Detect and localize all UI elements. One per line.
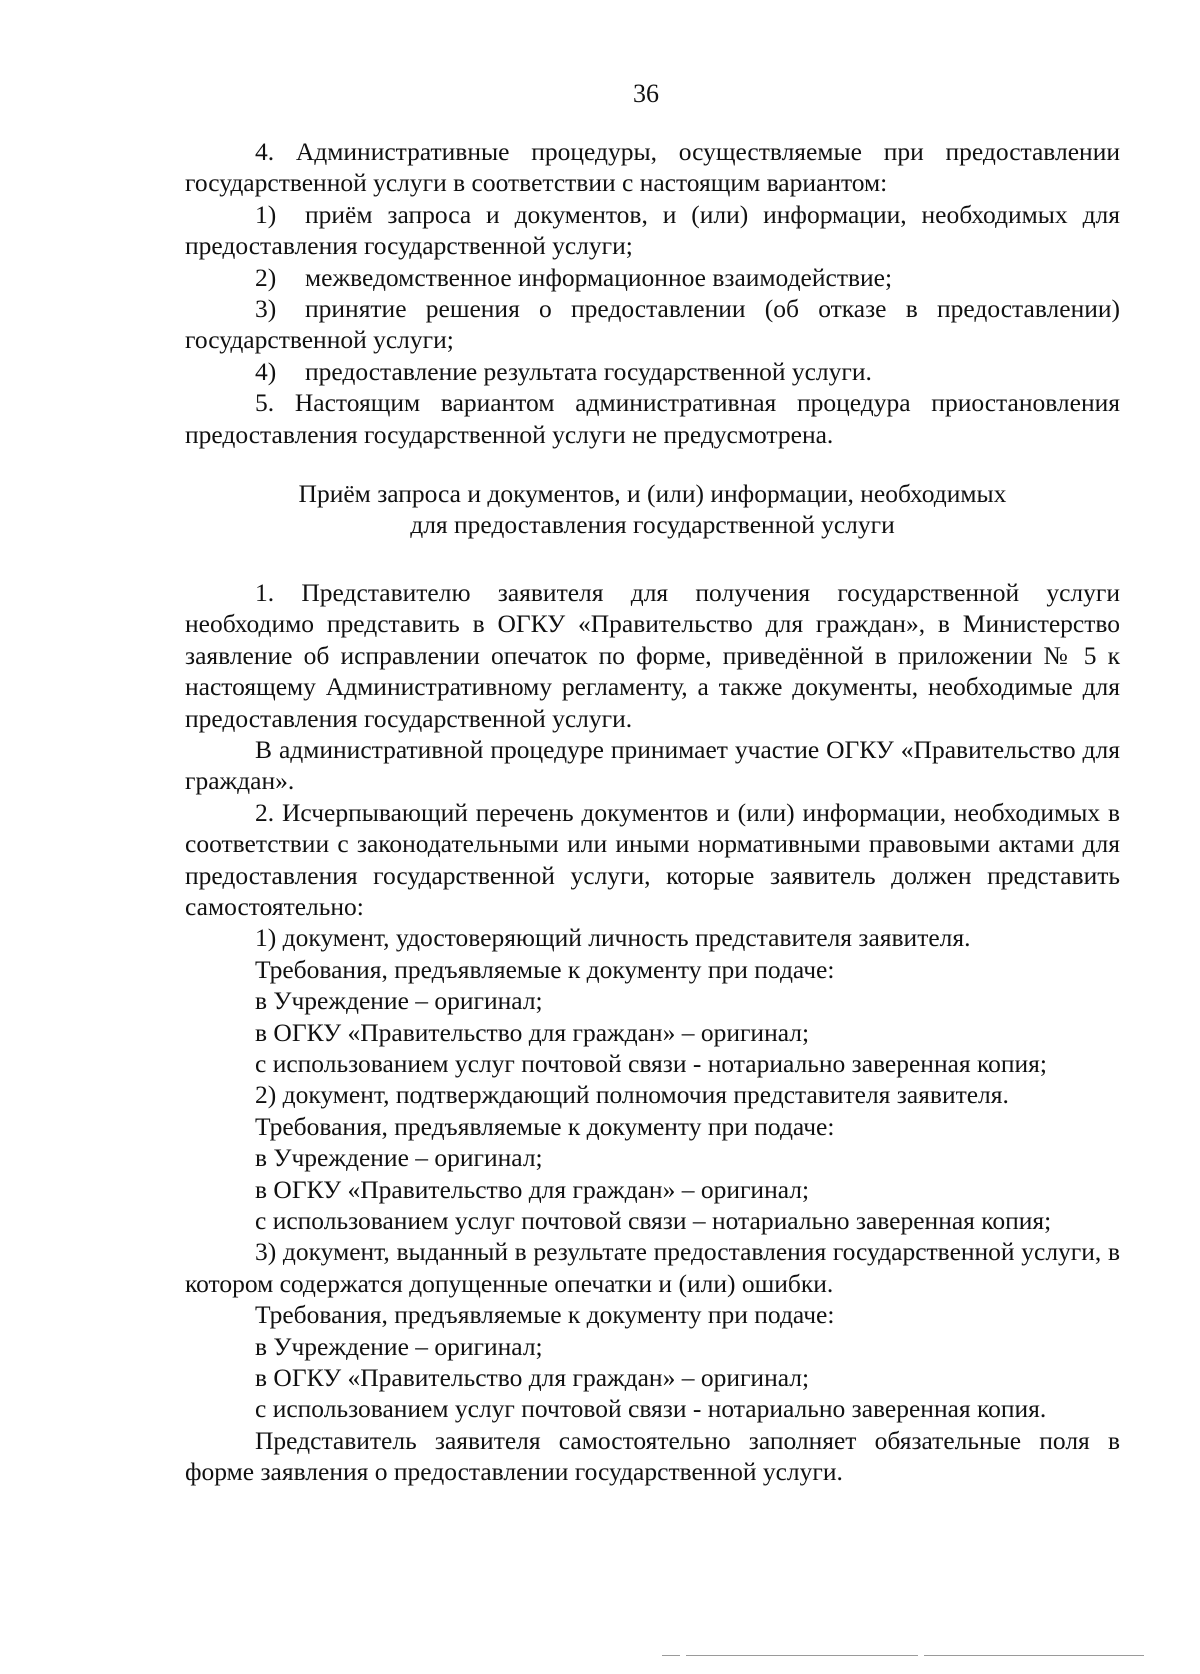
list-item-number: 3) [255, 294, 277, 324]
footer-rule-segment [686, 1655, 918, 1656]
list-item [185, 293, 1120, 356]
document-2-option-c: с использованием услуг почтовой связи – нотариально заверенная копия; [255, 1206, 1052, 1235]
list-item [185, 262, 1120, 293]
footer-rule-segment [924, 1655, 1144, 1656]
list-item-number: 1) [255, 199, 277, 229]
section-heading-line-2: для предоставления государственной услуги [410, 510, 895, 540]
footer-rule-segment [662, 1655, 680, 1656]
document-1-option-a: в Учреждение – оригинал; [255, 986, 543, 1016]
document-2-requirements: Требования, предъявляемые к документу при подаче: [255, 1111, 835, 1141]
document-2-option-b: в ОГКУ «Правительство для граждан» – оригинал; [255, 1174, 810, 1204]
document-1-requirements: Требования, предъявляемые к документу при подаче: [255, 954, 835, 984]
list-item [185, 199, 1120, 262]
section-paragraph-2: 2. Исчерпывающий перечень документов и (или) информации, необходимых в соответствии с законодательными или иными нормативными правовыми актами для предоставления государственной услуги, которые заявитель должен представить самостоятельно: [185, 797, 1120, 921]
closing-paragraph: Представитель заявителя самостоятельно заполняет обязательные поля в форме заявления о предоставлении государственной услуги. [185, 1425, 1120, 1487]
paragraph-4-intro: 4. Административные процедуры, осуществляемые при предоставлении государственной услуги в соответствии с настоящим вариантом: [185, 137, 1120, 198]
document-1-option-c: с использованием услуг почтовой связи - нотариально заверенная копия; [255, 1048, 1047, 1078]
list-item-text: приём запроса и документов, и (или) информации, необходимых для предоставления государственной услуги; [185, 199, 1120, 261]
paragraph-5: 5. Настоящим вариантом административная процедура приостановления предоставления государственной услуги не предусмотрена. [185, 388, 1120, 449]
section-paragraph-1: 1. Представителю заявителя для получения государственной услуги необходимо представить в ОГКУ «Правительство для граждан», в Министерство заявление об исправлении опечаток по форме, приведённой в приложении № 5 к настоящему Административному регламенту, а также документы, необходимые для предоставления государственной услуги. [185, 577, 1120, 733]
section-heading [185, 478, 1120, 541]
section-paragraph-1b: В административной процедуре принимает участие ОГКУ «Правительство для граждан». [185, 734, 1120, 796]
document-3-option-b: в ОГКУ «Правительство для граждан» – оригинал; [255, 1363, 810, 1393]
document-body [185, 136, 1120, 1488]
list-item-number: 2) [255, 262, 277, 292]
section-heading-line-1: Приём запроса и документов, и (или) информации, необходимых [298, 479, 1007, 509]
document-3-requirements: Требования, предъявляемые к документу при подаче: [255, 1300, 835, 1330]
list-item-text: принятие решения о предоставлении (об отказе в предоставлении) государственной услуги; [185, 294, 1120, 355]
document-2-title: 2) документ, подтверждающий полномочия представителя заявителя. [255, 1080, 1009, 1110]
document-3-title: 3) документ, выданный в результате предоставления государственной услуги, в котором содержатся допущенные опечатки и (или) ошибки. [185, 1237, 1120, 1298]
list-item-text: межведомственное информационное взаимодействие; [305, 262, 893, 292]
list-item-number: 4) [255, 356, 277, 386]
document-2-option-a: в Учреждение – оригинал; [255, 1143, 543, 1173]
document-3-option-a: в Учреждение – оригинал; [255, 1331, 543, 1361]
page-number: 36 [633, 79, 659, 108]
document-1-title: 1) документ, удостоверяющий личность представителя заявителя. [255, 923, 971, 953]
document-1-option-b: в ОГКУ «Правительство для граждан» – оригинал; [255, 1017, 810, 1047]
list-item-text: предоставление результата государственной услуги. [305, 356, 872, 386]
list-item [185, 356, 1120, 387]
document-3-option-c: с использованием услуг почтовой связи - нотариально заверенная копия. [255, 1394, 1047, 1424]
